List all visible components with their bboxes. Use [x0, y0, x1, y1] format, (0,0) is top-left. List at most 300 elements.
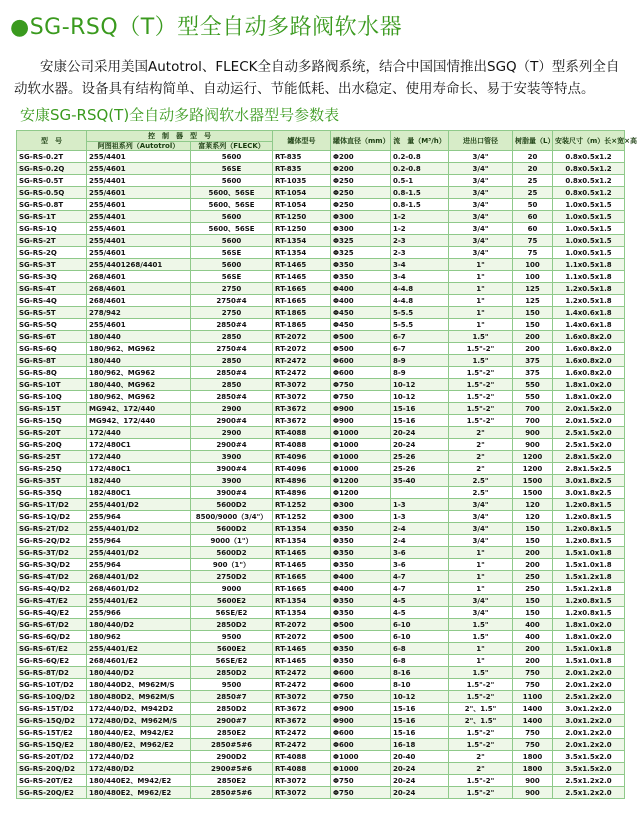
- cell-tank: RT-835: [273, 163, 331, 175]
- cell-size: 1.2x0.8x1.5: [553, 595, 625, 607]
- cell-tank: RT-4088: [273, 439, 331, 451]
- cell-resin: 200: [513, 559, 553, 571]
- cell-fleck: 2750#4: [191, 343, 273, 355]
- table-row: [17, 427, 625, 439]
- cell-fleck: 2850: [191, 355, 273, 367]
- cell-autotrol: 255/4401: [87, 175, 191, 187]
- cell-autotrol: 180/962、MG962: [87, 391, 191, 403]
- cell-fleck: 2900#7: [191, 715, 273, 727]
- cell-model: SG-RS-35Q: [17, 487, 87, 499]
- cell-size: 1.2x0.5x1.8: [553, 295, 625, 307]
- cell-pipe: 3/4": [449, 211, 513, 223]
- cell-flow: 20-24: [391, 439, 449, 451]
- cell-diameter: Φ900: [331, 715, 391, 727]
- cell-pipe: 3/4": [449, 175, 513, 187]
- cell-flow: 2-3: [391, 247, 449, 259]
- cell-size: 0.8x0.5x1.2: [553, 151, 625, 163]
- cell-model: SG-RS-6Q/E2: [17, 655, 87, 667]
- cell-resin: 60: [513, 211, 553, 223]
- cell-resin: 900: [513, 775, 553, 787]
- cell-resin: 200: [513, 343, 553, 355]
- cell-diameter: Φ450: [331, 319, 391, 331]
- cell-model: SG-RS-35T: [17, 475, 87, 487]
- cell-resin: 1400: [513, 715, 553, 727]
- cell-autotrol: 255/4401: [87, 235, 191, 247]
- cell-resin: 375: [513, 367, 553, 379]
- cell-tank: RT-1054: [273, 187, 331, 199]
- cell-pipe: 3/4": [449, 511, 513, 523]
- cell-model: SG-RS-4T/D2: [17, 571, 87, 583]
- cell-flow: 8-9: [391, 367, 449, 379]
- cell-tank: RT-1865: [273, 307, 331, 319]
- cell-fleck: 2850#4: [191, 319, 273, 331]
- cell-tank: RT-3072: [273, 379, 331, 391]
- cell-pipe: 1.5"-2": [449, 739, 513, 751]
- cell-flow: 15-16: [391, 703, 449, 715]
- table-row: [17, 463, 625, 475]
- cell-flow: 3-4: [391, 271, 449, 283]
- cell-diameter: Φ900: [331, 703, 391, 715]
- cell-fleck: 2850#5#6: [191, 739, 273, 751]
- cell-pipe: 1": [449, 271, 513, 283]
- cell-pipe: 3/4": [449, 163, 513, 175]
- cell-fleck: 9000（1"）: [191, 535, 273, 547]
- cell-model: SG-RS-0.2Q: [17, 163, 87, 175]
- cell-pipe: 1": [449, 319, 513, 331]
- cell-autotrol: 255/4401268/4401: [87, 259, 191, 271]
- cell-resin: 120: [513, 499, 553, 511]
- cell-pipe: 3/4": [449, 247, 513, 259]
- cell-fleck: 900（1"）: [191, 559, 273, 571]
- cell-size: 1.0x0.5x1.5: [553, 223, 625, 235]
- cell-flow: 1-2: [391, 223, 449, 235]
- cell-pipe: 1": [449, 295, 513, 307]
- cell-fleck: 56SE: [191, 247, 273, 259]
- cell-diameter: Φ350: [331, 259, 391, 271]
- cell-pipe: 1": [449, 583, 513, 595]
- cell-resin: 1400: [513, 703, 553, 715]
- cell-resin: 1800: [513, 751, 553, 763]
- cell-diameter: Φ1200: [331, 487, 391, 499]
- cell-autotrol: 180/480/E2、M962/E2: [87, 739, 191, 751]
- cell-size: 1.6x0.8x2.0: [553, 367, 625, 379]
- cell-flow: 8-10: [391, 679, 449, 691]
- cell-size: 1.2x0.5x1.8: [553, 283, 625, 295]
- cell-fleck: 2850E2: [191, 775, 273, 787]
- cell-diameter: Φ1000: [331, 763, 391, 775]
- cell-flow: 8-9: [391, 355, 449, 367]
- cell-size: 1.4x0.6x1.8: [553, 319, 625, 331]
- cell-tank: RT-4096: [273, 451, 331, 463]
- cell-pipe: 1.5"-2": [449, 691, 513, 703]
- cell-autotrol: 180/440/D2: [87, 619, 191, 631]
- cell-resin: 1200: [513, 451, 553, 463]
- cell-tank: RT-1054: [273, 199, 331, 211]
- header-diameter: 罐体直径（mm）: [331, 131, 391, 151]
- cell-fleck: 5600: [191, 235, 273, 247]
- cell-resin: 120: [513, 511, 553, 523]
- cell-resin: 900: [513, 787, 553, 799]
- cell-diameter: Φ500: [331, 331, 391, 343]
- cell-size: 1.6x0.8x2.0: [553, 331, 625, 343]
- header-size: 安装尺寸（m）长×宽×高: [553, 131, 625, 151]
- cell-fleck: 2850D2: [191, 667, 273, 679]
- table-row: [17, 583, 625, 595]
- cell-model: SG-RS-20Q/E2: [17, 787, 87, 799]
- cell-flow: 20-24: [391, 427, 449, 439]
- cell-tank: RT-2072: [273, 619, 331, 631]
- cell-flow: 20-24: [391, 787, 449, 799]
- table-row: [17, 271, 625, 283]
- cell-pipe: 2": [449, 451, 513, 463]
- cell-diameter: Φ1200: [331, 475, 391, 487]
- cell-model: SG-RS-4Q/D2: [17, 583, 87, 595]
- cell-fleck: 3900#4: [191, 487, 273, 499]
- cell-diameter: Φ1000: [331, 439, 391, 451]
- cell-size: 1.5x1.0x1.8: [553, 547, 625, 559]
- cell-autotrol: 255/4401/E2: [87, 595, 191, 607]
- cell-pipe: 2": [449, 463, 513, 475]
- table-row: [17, 403, 625, 415]
- cell-diameter: Φ300: [331, 499, 391, 511]
- cell-model: SG-RS-2T/D2: [17, 523, 87, 535]
- cell-diameter: Φ1000: [331, 427, 391, 439]
- table-row: [17, 739, 625, 751]
- cell-fleck: 56SE/E2: [191, 655, 273, 667]
- cell-model: SG-RS-20T: [17, 427, 87, 439]
- cell-flow: [391, 487, 449, 499]
- cell-pipe: 2.5": [449, 475, 513, 487]
- cell-autotrol: MG942、172/440: [87, 403, 191, 415]
- cell-model: SG-RS-0.5Q: [17, 187, 87, 199]
- header-pipe: 进出口管径: [449, 131, 513, 151]
- cell-size: 0.8x0.5x1.2: [553, 175, 625, 187]
- cell-fleck: 2900D2: [191, 751, 273, 763]
- cell-autotrol: 180/962、MG962: [87, 367, 191, 379]
- cell-size: 2.5x1.2x2.0: [553, 691, 625, 703]
- cell-flow: 20-24: [391, 775, 449, 787]
- cell-diameter: Φ400: [331, 283, 391, 295]
- cell-diameter: Φ350: [331, 655, 391, 667]
- cell-diameter: Φ500: [331, 343, 391, 355]
- cell-model: SG-RS-15T/E2: [17, 727, 87, 739]
- cell-model: SG-RS-8Q: [17, 367, 87, 379]
- cell-tank: RT-2472: [273, 739, 331, 751]
- cell-fleck: 2750#4: [191, 295, 273, 307]
- cell-diameter: Φ350: [331, 271, 391, 283]
- cell-resin: 900: [513, 427, 553, 439]
- table-row: [17, 667, 625, 679]
- cell-model: SG-RS-25Q: [17, 463, 87, 475]
- cell-fleck: 56SE: [191, 163, 273, 175]
- table-row: [17, 727, 625, 739]
- cell-fleck: 5600E2: [191, 643, 273, 655]
- cell-fleck: 3900#4: [191, 463, 273, 475]
- cell-flow: 2-3: [391, 235, 449, 247]
- cell-model: SG-RS-6T/E2: [17, 643, 87, 655]
- cell-model: SG-RS-5Q: [17, 319, 87, 331]
- table-row: [17, 151, 625, 163]
- cell-flow: 25-26: [391, 451, 449, 463]
- cell-resin: 75: [513, 235, 553, 247]
- table-row: [17, 595, 625, 607]
- cell-flow: 25-26: [391, 463, 449, 475]
- table-row: [17, 247, 625, 259]
- cell-tank: RT-4088: [273, 427, 331, 439]
- cell-flow: 15-16: [391, 727, 449, 739]
- table-row: [17, 199, 625, 211]
- table-row: [17, 307, 625, 319]
- cell-fleck: 9500: [191, 679, 273, 691]
- cell-resin: 25: [513, 187, 553, 199]
- table-row: [17, 415, 625, 427]
- cell-model: SG-RS-1Q/D2: [17, 511, 87, 523]
- cell-tank: RT-1465: [273, 643, 331, 655]
- cell-size: 1.0x0.5x1.5: [553, 235, 625, 247]
- cell-tank: RT-1354: [273, 607, 331, 619]
- cell-autotrol: 180/440E2、M942/E2: [87, 775, 191, 787]
- cell-autotrol: 268/4601: [87, 283, 191, 295]
- cell-model: SG-RS-15T/D2: [17, 703, 87, 715]
- cell-flow: 10-12: [391, 391, 449, 403]
- cell-autotrol: 268/4601/E2: [87, 655, 191, 667]
- cell-model: SG-RS-10T: [17, 379, 87, 391]
- cell-tank: RT-3072: [273, 787, 331, 799]
- cell-model: SG-RS-20Q/D2: [17, 763, 87, 775]
- cell-pipe: 2"、1.5": [449, 703, 513, 715]
- cell-flow: 3-6: [391, 547, 449, 559]
- cell-tank: RT-4896: [273, 475, 331, 487]
- cell-size: 1.2x0.8x1.5: [553, 607, 625, 619]
- cell-size: 3.5x1.5x2.0: [553, 751, 625, 763]
- cell-resin: 400: [513, 631, 553, 643]
- table-row: [17, 511, 625, 523]
- cell-diameter: Φ750: [331, 787, 391, 799]
- table-row: [17, 487, 625, 499]
- cell-flow: 0.2-0.8: [391, 151, 449, 163]
- table-row: [17, 547, 625, 559]
- cell-resin: 150: [513, 607, 553, 619]
- cell-tank: RT-4088: [273, 751, 331, 763]
- cell-flow: 0.5-1: [391, 175, 449, 187]
- cell-tank: RT-2472: [273, 367, 331, 379]
- cell-pipe: 1": [449, 259, 513, 271]
- cell-pipe: 1.5": [449, 631, 513, 643]
- cell-fleck: 5600: [191, 175, 273, 187]
- cell-tank: RT-2472: [273, 667, 331, 679]
- table-row: [17, 259, 625, 271]
- cell-flow: 0.8-1.5: [391, 199, 449, 211]
- cell-flow: 15-16: [391, 715, 449, 727]
- cell-pipe: 1.5"-2": [449, 415, 513, 427]
- cell-diameter: Φ325: [331, 235, 391, 247]
- cell-tank: RT-1665: [273, 583, 331, 595]
- cell-resin: 20: [513, 151, 553, 163]
- cell-pipe: 1.5"-2": [449, 379, 513, 391]
- cell-resin: 700: [513, 403, 553, 415]
- cell-flow: 0.8-1.5: [391, 187, 449, 199]
- table-row: [17, 379, 625, 391]
- table-row: [17, 211, 625, 223]
- cell-size: 0.8x0.5x1.2: [553, 187, 625, 199]
- cell-pipe: 1.5"-2": [449, 787, 513, 799]
- cell-size: 3.5x1.5x2.0: [553, 763, 625, 775]
- cell-tank: RT-2072: [273, 343, 331, 355]
- table-row: [17, 331, 625, 343]
- cell-autotrol: 180/962: [87, 631, 191, 643]
- cell-flow: 2-4: [391, 523, 449, 535]
- cell-autotrol: 172/440: [87, 427, 191, 439]
- header-fleck: 富莱系列（FLECK）: [191, 142, 273, 151]
- cell-autotrol: 180/962、MG962: [87, 343, 191, 355]
- cell-autotrol: 255/4601: [87, 247, 191, 259]
- cell-tank: RT-3672: [273, 703, 331, 715]
- cell-tank: RT-1465: [273, 655, 331, 667]
- cell-resin: 250: [513, 583, 553, 595]
- cell-size: 2.5x1.2x2.0: [553, 787, 625, 799]
- table-row: [17, 367, 625, 379]
- cell-diameter: Φ300: [331, 223, 391, 235]
- cell-model: SG-RS-3Q: [17, 271, 87, 283]
- cell-flow: 6-7: [391, 343, 449, 355]
- cell-tank: RT-2472: [273, 679, 331, 691]
- cell-size: 1.6x0.8x2.0: [553, 355, 625, 367]
- cell-fleck: 2850#4: [191, 391, 273, 403]
- cell-resin: 750: [513, 667, 553, 679]
- cell-autotrol: 182/480C1: [87, 487, 191, 499]
- cell-size: 2.5x1.2x2.0: [553, 775, 625, 787]
- cell-flow: 4-7: [391, 583, 449, 595]
- cell-tank: RT-1865: [273, 319, 331, 331]
- cell-pipe: 1": [449, 643, 513, 655]
- header-resin: 树脂量（L）: [513, 131, 553, 151]
- cell-fleck: 5600: [191, 151, 273, 163]
- cell-diameter: Φ900: [331, 403, 391, 415]
- cell-fleck: 2850: [191, 379, 273, 391]
- cell-autotrol: 255/4401/D2: [87, 523, 191, 535]
- cell-fleck: 3900: [191, 451, 273, 463]
- cell-model: SG-RS-3T/D2: [17, 547, 87, 559]
- cell-diameter: Φ350: [331, 595, 391, 607]
- cell-resin: 750: [513, 679, 553, 691]
- cell-pipe: 2.5": [449, 487, 513, 499]
- cell-tank: RT-1665: [273, 283, 331, 295]
- cell-resin: 1500: [513, 475, 553, 487]
- cell-size: 1.8x1.0x2.0: [553, 379, 625, 391]
- cell-size: 3.0x1.2x2.0: [553, 703, 625, 715]
- cell-diameter: Φ250: [331, 199, 391, 211]
- cell-model: SG-RS-4Q: [17, 295, 87, 307]
- cell-diameter: Φ600: [331, 667, 391, 679]
- cell-size: 1.2x0.8x1.5: [553, 523, 625, 535]
- cell-diameter: Φ750: [331, 379, 391, 391]
- cell-model: SG-RS-4T: [17, 283, 87, 295]
- cell-fleck: 5600D2: [191, 523, 273, 535]
- cell-size: 3.0x1.2x2.0: [553, 715, 625, 727]
- header-autotrol: 阿图祖系列（Autotrol）: [87, 142, 191, 151]
- cell-autotrol: 255/4401/D2: [87, 499, 191, 511]
- cell-resin: 1800: [513, 763, 553, 775]
- cell-flow: 5-5.5: [391, 319, 449, 331]
- cell-resin: 900: [513, 439, 553, 451]
- table-row: [17, 607, 625, 619]
- cell-fleck: 2900#4: [191, 415, 273, 427]
- cell-size: 1.2x0.8x1.5: [553, 511, 625, 523]
- table-row: [17, 391, 625, 403]
- cell-tank: RT-1465: [273, 547, 331, 559]
- cell-diameter: Φ350: [331, 523, 391, 535]
- cell-tank: RT-1354: [273, 235, 331, 247]
- cell-flow: 4-4.8: [391, 295, 449, 307]
- cell-resin: 1100: [513, 691, 553, 703]
- cell-pipe: 1.5": [449, 619, 513, 631]
- cell-pipe: 3/4": [449, 223, 513, 235]
- cell-autotrol: 255/4601: [87, 187, 191, 199]
- cell-pipe: 2"、1.5": [449, 715, 513, 727]
- cell-resin: 400: [513, 619, 553, 631]
- cell-size: 1.2x0.8x1.5: [553, 499, 625, 511]
- cell-pipe: 3/4": [449, 607, 513, 619]
- cell-diameter: Φ400: [331, 295, 391, 307]
- cell-flow: 16-18: [391, 739, 449, 751]
- table-row: [17, 571, 625, 583]
- cell-model: SG-RS-15Q/D2: [17, 715, 87, 727]
- cell-fleck: 2850#4: [191, 367, 273, 379]
- cell-autotrol: 255/964: [87, 559, 191, 571]
- cell-resin: 1200: [513, 463, 553, 475]
- cell-model: SG-RS-1T/D2: [17, 499, 87, 511]
- cell-fleck: 9000: [191, 583, 273, 595]
- cell-resin: 100: [513, 259, 553, 271]
- cell-tank: RT-1354: [273, 595, 331, 607]
- table-row: [17, 619, 625, 631]
- cell-autotrol: 255/4401: [87, 151, 191, 163]
- cell-autotrol: 180/440D2、M962M/S: [87, 679, 191, 691]
- cell-model: SG-RS-4Q/E2: [17, 607, 87, 619]
- intro-paragraph: 安康公司采用美国Autotrol、FLECK全自动多路阀系统，结合中国国情推出SGQ（T）型系列全自动软水器。设备具有结构简单、自动运行、节能低耗、出水稳定、使用寿命长、易于安装等特点。: [14, 59, 620, 97]
- cell-tank: RT-1354: [273, 247, 331, 259]
- cell-resin: 150: [513, 595, 553, 607]
- header-model: 型 号: [17, 131, 87, 151]
- cell-model: SG-RS-4T/E2: [17, 595, 87, 607]
- table-row: [17, 355, 625, 367]
- cell-resin: 150: [513, 319, 553, 331]
- cell-autotrol: MG942、172/440: [87, 415, 191, 427]
- table-row: [17, 775, 625, 787]
- cell-pipe: 1.5"-2": [449, 343, 513, 355]
- cell-pipe: 3/4": [449, 535, 513, 547]
- cell-pipe: 3/4": [449, 151, 513, 163]
- table-row: [17, 187, 625, 199]
- cell-model: SG-RS-2Q: [17, 247, 87, 259]
- table-row: [17, 163, 625, 175]
- cell-resin: 750: [513, 739, 553, 751]
- page-title: ●SG-RSQ（T）型全自动多路阀软水器: [10, 15, 403, 40]
- cell-size: 2.0x1.5x2.0: [553, 403, 625, 415]
- cell-resin: 25: [513, 175, 553, 187]
- cell-diameter: Φ300: [331, 511, 391, 523]
- cell-size: 1.0x0.5x1.5: [553, 247, 625, 259]
- cell-resin: 550: [513, 379, 553, 391]
- cell-model: SG-RS-20T/D2: [17, 751, 87, 763]
- cell-tank: RT-1465: [273, 259, 331, 271]
- cell-pipe: 1": [449, 547, 513, 559]
- cell-resin: 200: [513, 655, 553, 667]
- cell-resin: 20: [513, 163, 553, 175]
- cell-tank: RT-3072: [273, 391, 331, 403]
- cell-fleck: 9500: [191, 631, 273, 643]
- cell-resin: 200: [513, 547, 553, 559]
